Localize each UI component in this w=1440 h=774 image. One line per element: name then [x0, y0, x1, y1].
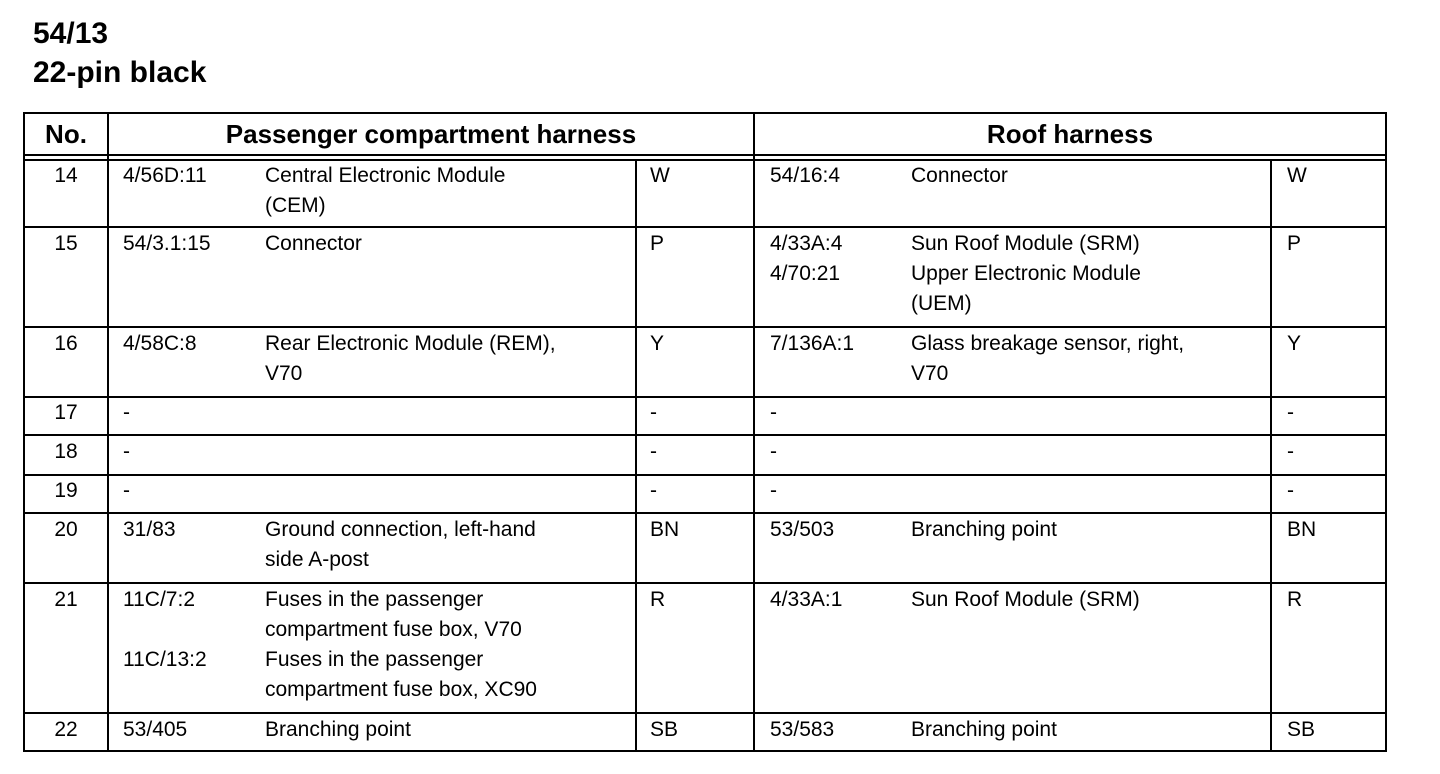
- column-divider-r-color: [1270, 159, 1272, 750]
- pin-number: 18: [54, 440, 78, 463]
- passenger-wire-color: Y: [650, 332, 665, 355]
- passenger-description: Ground connection, left-hand side A-post: [265, 518, 536, 571]
- row-divider: [25, 474, 1385, 476]
- roof-wire-color: -: [1287, 440, 1294, 463]
- row-divider: [25, 582, 1385, 584]
- pin-number: 14: [54, 164, 78, 187]
- row-divider: [25, 226, 1385, 228]
- roof-codes: 53/503: [770, 518, 835, 541]
- pin-number: 20: [54, 518, 78, 541]
- row-divider: [25, 512, 1385, 514]
- roof-description: Branching point: [911, 518, 1057, 541]
- passenger-codes: 11C/7:2 11C/13:2: [123, 588, 207, 671]
- roof-codes: -: [770, 401, 777, 424]
- passenger-wire-color: P: [650, 232, 665, 255]
- roof-codes: 54/16:4: [770, 164, 841, 187]
- column-divider-p-color: [635, 159, 637, 750]
- passenger-description: Rear Electronic Module (REM), V70: [265, 332, 556, 385]
- column-divider-no: [107, 114, 109, 750]
- pin-number: 21: [54, 588, 78, 611]
- pin-number: 17: [54, 401, 78, 424]
- column-header-passenger: Passenger compartment harness: [225, 119, 637, 149]
- roof-description: Branching point: [911, 718, 1057, 741]
- roof-wire-color: Y: [1287, 332, 1302, 355]
- roof-codes: -: [770, 440, 777, 463]
- roof-wire-color: W: [1287, 164, 1307, 187]
- roof-wire-color: P: [1287, 232, 1302, 255]
- roof-codes: -: [770, 479, 777, 502]
- roof-wire-color: -: [1287, 401, 1294, 424]
- connector-id: 54/13: [33, 17, 109, 50]
- roof-wire-color: -: [1287, 479, 1294, 502]
- row-divider: [25, 396, 1385, 398]
- passenger-codes: 31/83: [123, 518, 176, 541]
- passenger-description: Central Electronic Module (CEM): [265, 164, 506, 217]
- table-header: [25, 114, 1385, 154]
- pinout-table: [23, 112, 1387, 752]
- passenger-wire-color: W: [650, 164, 670, 187]
- roof-description: Glass breakage sensor, right, V70: [911, 332, 1185, 385]
- column-divider-harness: [753, 114, 755, 750]
- passenger-codes: 4/58C:8: [123, 332, 197, 355]
- column-header-roof: Roof harness: [986, 119, 1154, 149]
- roof-description: Sun Roof Module (SRM) Upper Electronic Module (UEM): [911, 232, 1141, 315]
- passenger-codes: -: [123, 479, 130, 502]
- passenger-wire-color: -: [650, 440, 657, 463]
- pin-number: 16: [54, 332, 78, 355]
- pin-number: 15: [54, 232, 78, 255]
- roof-description: Sun Roof Module (SRM): [911, 588, 1140, 611]
- row-divider: [25, 326, 1385, 328]
- passenger-codes: 4/56D:11: [123, 164, 207, 187]
- passenger-codes: 54/3.1:15: [123, 232, 211, 255]
- roof-description: Connector: [911, 164, 1008, 187]
- header-divider: [25, 154, 1385, 156]
- roof-wire-color: BN: [1287, 518, 1317, 541]
- roof-codes: 4/33A:1: [770, 588, 843, 611]
- passenger-wire-color: BN: [650, 518, 680, 541]
- passenger-codes: -: [123, 401, 130, 424]
- passenger-wire-color: -: [650, 479, 657, 502]
- roof-wire-color: R: [1287, 588, 1303, 611]
- connector-description: 22-pin black: [33, 56, 207, 89]
- passenger-wire-color: -: [650, 401, 657, 424]
- row-divider: [25, 712, 1385, 714]
- roof-wire-color: SB: [1287, 718, 1316, 741]
- passenger-description: Branching point: [265, 718, 411, 741]
- row-divider: [25, 434, 1385, 436]
- passenger-codes: -: [123, 440, 130, 463]
- pin-number: 19: [54, 479, 78, 502]
- passenger-description: Connector: [265, 232, 362, 255]
- column-header-no: No.: [45, 119, 87, 149]
- roof-codes: 7/136A:1: [770, 332, 855, 355]
- roof-codes: 53/583: [770, 718, 835, 741]
- roof-codes: 4/33A:4 4/70:21: [770, 232, 843, 285]
- passenger-wire-color: R: [650, 588, 666, 611]
- passenger-codes: 53/405: [123, 718, 188, 741]
- passenger-wire-color: SB: [650, 718, 679, 741]
- pin-number: 22: [54, 718, 78, 741]
- header-divider-double: [25, 159, 1385, 161]
- passenger-description: Fuses in the passenger compartment fuse box, V70 Fuses in the passenger compartment fuse box, XC90: [265, 588, 537, 701]
